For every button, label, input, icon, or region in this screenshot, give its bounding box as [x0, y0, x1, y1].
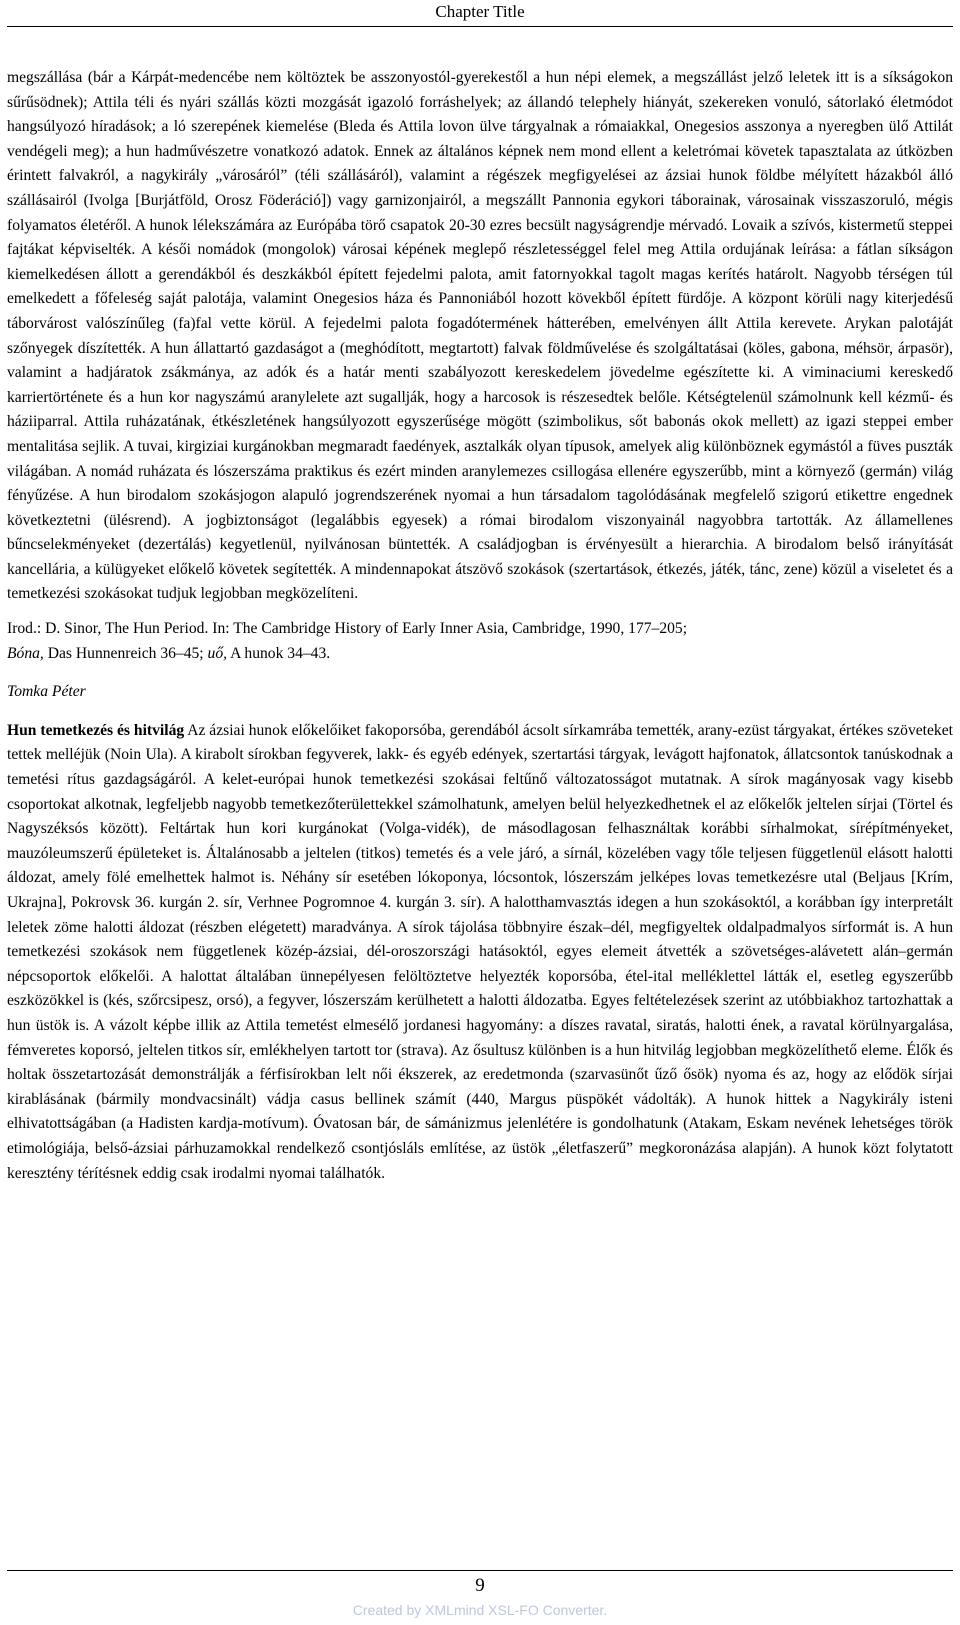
article-author: Tomka Péter: [7, 683, 86, 701]
entry-text: Az ázsiai hunok előkelőiket fakoporsóba, gerendából ácsolt sírkamrába temették, arany-ezüst tárgyakat, értékes szöveteket tettek melléjük (Noin Ula). A kirabolt sírokban fegyverek, lakk- és egyéb edények, szertartási tárgyak, levágott hajfonatok, állatcsontok tanúskodnak a temetési rítus gazdagságáról. A kelet-európai hunok temetkezési szokásai feltűnő változatosságot mutatnak. A sírok magányosak vagy kisebb csoportokat alkotnak, legfeljebb nagyobb temetkezőterülettekkel számolhatunk, amelyen belül helyezkedhetnek el az előkelők jeltelen sírjai (Törtel és Nagyszéksós között). Feltártak hun kori kurgánokat (Volga-vidék), de másodlagosan felhasználtak korábbi sírhalmokat, sírépítményeket, mauzóleumszerű épületeket is. Általánosabb a jeltelen (titkos) temetés és a vele járó, a sírnál, közelében vagy tőle teljesen függetlenül elásott halotti áldozat, amely fölé emelhettek halmot is. Néhány sír esetében lókoponya, lócsontok, lószerszám jelképes lovas temetkezésre utal (Beljaus [Krím, Ukrajna], Pokrovsk 36. kurgán 2. sír, Verhnee Pogromnoe 4. kurgán 3. sír). A halotthamvasztás idegen a hun szokásoktól, a korábban így interpretált leletek zöme halotti áldozat (részben elégetett) maradványa. A sírok tájolása többnyire észak–dél, megfigyeltek oldalpadmalyos sírformát is. A hun temetkezési szokások nem függetlenek közép-ázsiai, dél-oroszországi hatásoktól, egyes elemeit átvették a szövetséges-alávetett alán–germán népcsoportok előkelői. A halottat általában ünnepélyesen felöltöztetve helyezték koporsóba, étel-ital melléklettel látták el, esetleg egyszerűbb eszközökkel is (kés, szőrcsipesz, orsó), a fegyver, lószerszám kerülhetett a halotti áldozatba. Egyes feltételezések szerint az utóbbiakhoz tartozhattak a hun üstök is. A vázolt képbe illik az Attila temetést elmesélő jordanesi hagyomány: a díszes ravatal, siratás, halotti ének, a ravatal körülnyargalása, fémveretes koporsó, jeltelen titkos sír, emlékhelyen tartott tor (strava). Az ősultusz különben is a hun hitvilág legjobban megközelíthető eleme. Élők és holtak összetartozását demonstrálják a férfisírokban lelt női ékszerek, az eredetmonda (szarvasünőt űző ősök) nyoma és az, hogy az elődök sírjai kirablásának (bármily mondvacsinált) vádja casus bellinek számít (440, Margus püspökét vádolták). A hunok hittek a Nagykirály isteni elhivatottságában (a Hadisten kardja-motívum). Óvatosan bár, de sámánizmus jelenlétére is gondolhatunk (Atakam, Eskam nevének lehetséges török etimológiája, belső-ázsiai párhuzamokkal rendelkező csontjósláls említése, az üstök „életfaszerű” megkoronázása alapján). A hunok közt folytatott keresztény térítésnek eddig csak irodalmi nyomai találhatók.: [7, 721, 953, 1182]
footer-divider: [7, 1570, 953, 1571]
bibliography-author-bona: Bóna,: [7, 644, 44, 662]
bibliography-middle: Das Hunnenreich 36–45;: [47, 644, 204, 662]
page-content: [7, 66, 953, 1186]
page-number: 9: [475, 1575, 485, 1596]
bibliography-suffix: A hunok 34–43.: [230, 644, 331, 662]
page-header: [0, 0, 960, 27]
entry-paragraph: [7, 719, 953, 1186]
chapter-title: Chapter Title: [435, 2, 525, 21]
bibliography-paragraph: [7, 617, 953, 666]
continued-paragraph: megszállása (bár a Kárpát-medencébe nem költöztek be asszonyostól-gyerekestől a hun népi elemek, a megszállást jelző leletek itt is a síkságokon sűrűsödnek); Attila téli és nyári szállás közti mozgását igazoló forráshelyek; az állandó telephely hiányát, szekereken vonuló, sátorlakó életmódot hangsúlyozó híradások; a ló szerepének kiemelése (Bleda és Attila lovon ülve tárgyalnak a rómaiakkal, Onegesios asszonya a nyeregben ülő Attilát vendégeli meg); a hun hadművészetre vonatkozó adatok. Ennek az általános képnek nem mond ellent a keletrómai követek tapasztalata az útközben érintett falvakról, a nagykirály „városáról” (téli szállásáról), valamint a régészek megfigyelései az ázsiai hunok földbe mélyített házakból álló szállásairól (Ivolga [Burjátföld, Orosz Föderáció]) vagy garnizonjairól, a megszállt Pannonia egykori táborainak, városainak visszaszoruló, mégis folyamatos életéről. A hunok lélekszámára az Európába törő csapatok 20-30 ezres becsült nagyságrendje mérvadó. Lovaik a szívós, kistermetű steppei fajtákat képviselték. A késői nomádok (mongolok) városai képének meglepő részletességgel felel meg Attila ordujának leírása: a fátlan síkságon kiemelkedésen állott a gerendákból és deszkákból épített fejedelmi palota, amit fatornyokkal tagolt magas kerítés határolt. Nagyobb térségen túl emelkedett a főfeleség saját palotája, valamint Onegesios háza és Pannoniából hozott kövekből épített fürdője. A központ körüli nagy kiterjedésű táborvárost valószínűleg (fa)fal vette körül. A fejedelmi palota fogadótermének hátterében, emelvényen állt Attila kerevete. Arykan palotáját szőnyegek díszítették. A hun állattartó gazdaságot a (meghódított, megtartott) falvak földművelése és szolgáltatásai (köles, gabona, méhsör, árpasör), valamint a hadjáratok zsákmánya, az adók és a határ menti szabályozott kereskedelem jövedelme egészítette ki. A viminaciumi kereskedő karriertörténete és a hun kor nagyszámú aranylelete azt sugallják, hogy a harcosok is részesedtek belőle. Kétségtelenül számolnunk kell kézmű- és háziiparral. Attila ruházatának, étkészletének hangsúlyozott egyszerűsége mögött (szimbolikus, sőt babonás okok mellett) az igazi steppei ember mentalitása sejlik. A tuvai, kirgiziai kurgánokban megmaradt faedények, asztalkák olyan típusok, amelyek alig különböznek egymástól a füves puszták világában. A nomád ruházata és lószerszáma praktikus és ezért minden aranylemezes csillogása ellenére egyszerűbb, mint a környező (germán) világ fényűzése. A hun birodalom szokásjogon alapuló jogrendszerének nyomai a hun társadalom tagolódásának megfelelő szigorú etikettre engednek következtetni (ülésrend). A jogbiztonságot (legalábbis egyesek) a római birodalom viszonyainál nagyobbra tartották. Az államellenes bűncselekményeket (dezertálás) kegyetlenül, nyilvánosan büntették. A családjogban is érvényesült a hierarchia. A birodalom belső irányítását kancellária, a külügyeket előkelő követek segítették. A mindennapokat átszövő szokások (szertartások, étkezés, játék, tánc, zene) közül a viseletet és a temetkezési szokásokat tudjuk legjobban megközelíteni.: [7, 69, 953, 603]
producer-watermark: Created by XMLmind XSL-FO Converter.: [352, 1602, 608, 1618]
bibliography-author-uo: uő,: [207, 644, 228, 662]
bibliography-prefix: Irod.: D. Sinor, The Hun Period. In: The Cambridge History of Early Inner Asia, Cambridge, 1990, 177–205;: [7, 620, 688, 638]
header-divider: [7, 26, 953, 27]
entry-term: Hun temetkezés és hitvilág: [7, 721, 185, 739]
